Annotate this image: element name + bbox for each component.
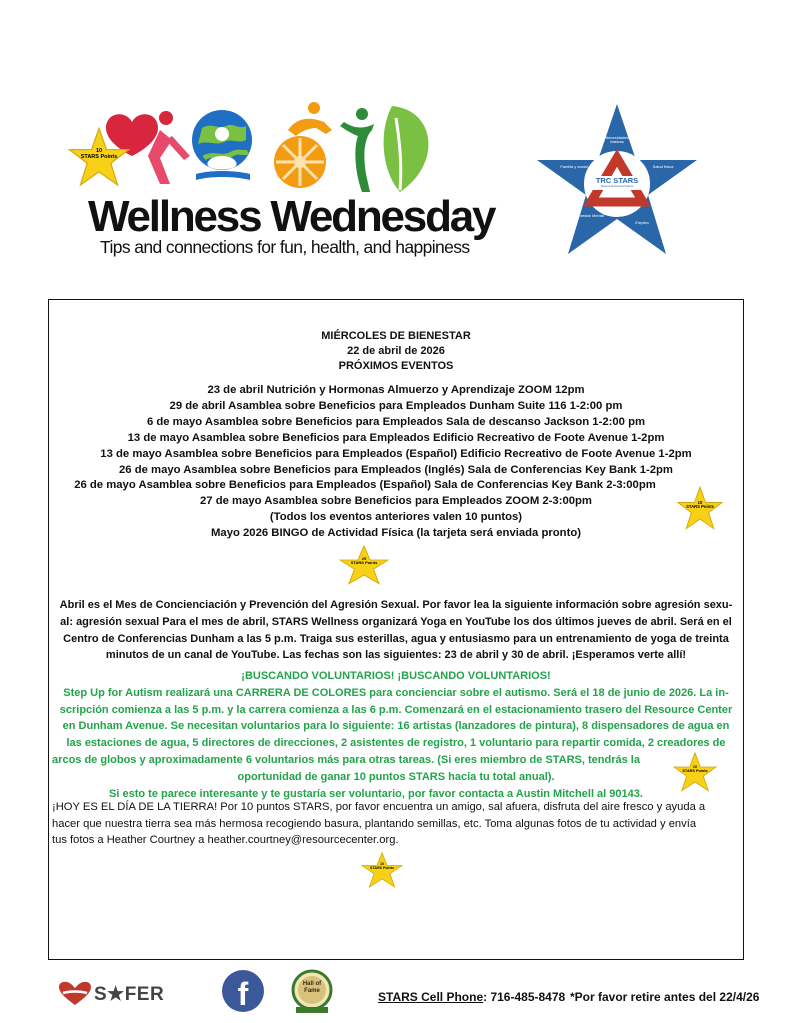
trc-segment-family-social: Familia y social (560, 164, 588, 169)
stars-points-label: 10 STARS Points (80, 148, 118, 160)
paragraph-line: Si esto te parece interesante y te gustaría ser voluntario, por favor contacta a Austin Mitchell al 90143. (109, 787, 643, 800)
event-item: 27 de mayo Asamblea sobre Beneficios para Empleados ZOOM 2-3:00pm (200, 495, 592, 508)
stars-points-badge-earth-day (361, 852, 403, 888)
stars-cell-phone (378, 990, 565, 1004)
phone-number: : 716-485-8478 (483, 990, 566, 1004)
paragraph-line: oportunidad de ganar 10 puntos STARS hacia tu total anual). (237, 770, 555, 783)
stars-points-label: 10 STARS Points (370, 862, 394, 870)
heading-line-2: 22 de abril de 2026 (347, 344, 445, 357)
facebook-icon[interactable] (222, 970, 264, 1012)
heading-line-1: MIÉRCOLES DE BIENESTAR (321, 330, 471, 342)
event-item: 6 de mayo Asamblea sobre Beneficios para Empleados Sala de descanso Jackson 1-2:00 pm (146, 415, 646, 428)
heart-hands-icon (58, 981, 92, 1007)
event-item: 23 de abril Nutrición y Hormonas Almuerzo y Aprendizaje ZOOM 12pm (207, 384, 585, 396)
stars-points-label: 25 STARS Points (350, 556, 378, 566)
paragraph-line: Step Up for Autism realizará una CARRERA DE COLORES para concienciar sobre el autismo. Será el 18 de junio de 2026. La in- (63, 686, 729, 699)
stars-points-badge-header (68, 127, 130, 187)
trc-segment-employment: Empleo (635, 220, 649, 225)
events-list (48, 383, 744, 542)
hall-of-fame-text: Hall of Fame (302, 981, 322, 994)
events-heading (48, 329, 744, 373)
event-item: 13 de mayo Asamblea sobre Beneficios para Empleados Edificio Recreativo de Foote Avenue 1-2pm (127, 431, 665, 444)
trc-segment-mental-wellbeing: Bienestar Mental (573, 213, 604, 218)
safer-logo-text: S★FER (94, 984, 165, 1005)
wellness-figures-icon (100, 100, 440, 198)
awareness-paragraph (52, 597, 740, 664)
phone-label: STARS Cell Phone (378, 990, 484, 1004)
heading-line-3: PRÓXIMOS EVENTOS (338, 359, 454, 372)
earth-day-paragraph (52, 799, 742, 849)
facebook-glyph: f (237, 976, 249, 1012)
paragraph-line: al: agresión sexual Para el mes de abril, STARS Wellness organizará Yoga en YouTube los dos últimos jueves de abril. Será en el (60, 615, 732, 628)
stars-points-badge-events (677, 486, 723, 530)
paragraph-line: arcos de globos y aproximadamente 6 voluntarios más para otras tareas. (Si eres miembro de STARS, tendrás la (52, 753, 640, 766)
paragraph-line: minutos de un canal de YouTube. Las fechas son las siguientes: 23 de abril y 30 de abril. ¡Esperamos verte allí! (105, 649, 687, 662)
bingo-note: Mayo 2026 BINGO de Actividad Física (la tarjeta será enviada pronto) (211, 527, 581, 540)
volunteer-section (52, 668, 740, 802)
paragraph-line: las estaciones de agua, 5 directores de direcciones, 2 asistentes de registro, 1 voluntario para repartir comida, 2 creadores de (66, 737, 726, 750)
trc-stars-center-label: TRC STARS (595, 176, 639, 185)
paragraph-line: tus fotos a Heather Courtney a heather.courtney@resourcecenter.org. (52, 834, 399, 847)
paragraph-line: Abril es el Mes de Concienciación y Prevención del Agresión Sexual. Por favor lea la siguiente información sobre agresión sexu- (59, 599, 733, 611)
event-item: 29 de abril Asamblea sobre Beneficios para Empleados Dunham Suite 116 1-2:00 pm (169, 399, 623, 412)
stars-points-label: 10 STARS Points (682, 765, 708, 773)
events-points-note: (Todos los eventos anteriores valen 10 puntos) (269, 511, 523, 524)
trc-segment-basic-needs: Necesidades básicas (605, 135, 629, 145)
paragraph-line: scripción comienza a las 5 p.m. y la carrera comienza a las 6 p.m. Comenzará en el estacionamiento trasero del Resource Center (59, 703, 733, 716)
stars-points-label: 10 STARS Points (686, 500, 714, 510)
stars-points-badge-volunteer (673, 752, 717, 792)
trc-stars-center-sub: Sistema de Reconocimiento (600, 185, 634, 188)
stars-points-badge-bingo (339, 545, 389, 585)
trc-segment-physical-health: Salud física (652, 164, 674, 169)
paragraph-line: Centro de Conferencias Dunham a las 5 p.m. Traiga sus esterillas, agua y entusiasmo para un entrenamiento de yoga de treinta (63, 632, 729, 645)
newsletter-title: Wellness Wednesday (88, 192, 495, 241)
event-item: 26 de mayo Asamblea sobre Beneficios para Empleados (Inglés) Sala de Conferencias Key Bank 1-2pm (119, 463, 673, 476)
remove-before-note: *Por favor retire antes del 22/4/26 (570, 990, 760, 1004)
hall-of-fame-logo (290, 969, 334, 1015)
footer (0, 965, 791, 1023)
paragraph-line: hacer que nuestra tierra sea más hermosa recogiendo basura, plantando semillas, etc. Toma algunas fotos de tu actividad y envía (52, 817, 697, 830)
paragraph-line: en Dunham Avenue. Se necesitan voluntarios para lo siguiente: 16 artistas (lanzadores de pintura), 8 dispensadores de agua en (62, 720, 730, 733)
event-item: 13 de mayo Asamblea sobre Beneficios para Empleados (Español) Edificio Recreativo de Foote Avenue 1-2pm (100, 447, 692, 460)
safer-logo (58, 979, 190, 1009)
event-item: 26 de mayo Asamblea sobre Beneficios para Empleados (Español) Sala de Conferencias Key Bank 2-3:00pm (74, 479, 656, 492)
paragraph-line: ¡HOY ES EL DÍA DE LA TIERRA! Por 10 puntos STARS, por favor encuentra un amigo, sal afuera, disfruta del aire fresco y ayuda a (52, 801, 706, 813)
newsletter-tagline: Tips and connections for fun, health, and happiness (100, 237, 470, 257)
trc-stars-logo (535, 102, 700, 262)
volunteer-heading: ¡BUSCANDO VOLUNTARIOS! ¡BUSCANDO VOLUNTARIOS! (241, 670, 551, 682)
